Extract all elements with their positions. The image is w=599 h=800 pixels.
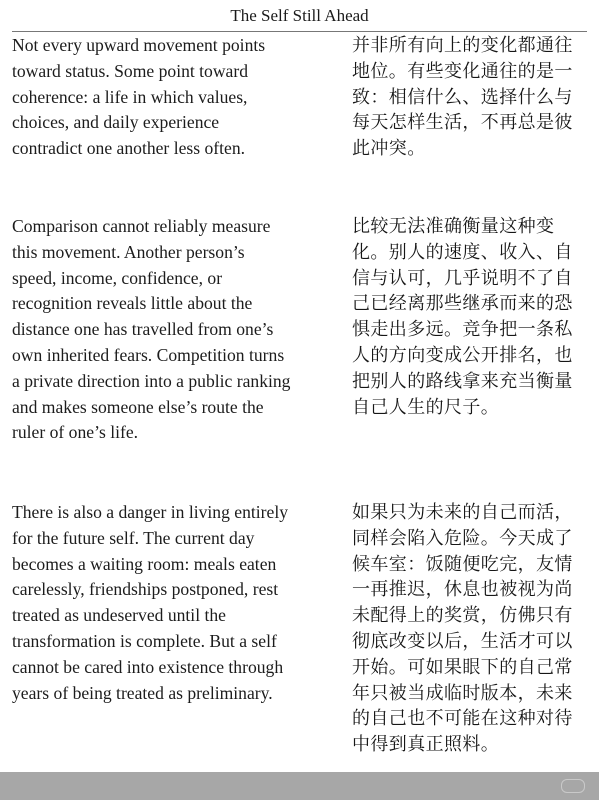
chinese-text bbox=[352, 500, 592, 758]
text-line: becomes a waiting room: meals eaten bbox=[12, 553, 277, 574]
text-line: recognition reveals little about the bbox=[12, 293, 253, 314]
text-line: speed, income, confidence, or bbox=[12, 267, 223, 288]
text-line: ruler of one’s life. bbox=[12, 422, 139, 443]
english-text bbox=[12, 500, 342, 706]
text-line: There is also a danger in living entirely bbox=[12, 502, 289, 522]
text-line: 彻底改变以后，生活才可以 bbox=[352, 630, 573, 652]
text-line: 开始。可如果眼下的自己常 bbox=[352, 656, 573, 678]
text-line: 同样会陷入危险。今天成了 bbox=[352, 527, 573, 549]
text-line: 未配得上的奖赏，仿佛只有 bbox=[352, 605, 573, 627]
text-line: toward status. Some point toward bbox=[12, 60, 249, 81]
text-line: years of being treated as preliminary. bbox=[12, 682, 273, 703]
text-line: 自己人生的尺子。 bbox=[352, 396, 500, 418]
text-line: Comparison cannot reliably measure bbox=[12, 216, 271, 236]
text-line: 一再推迟，休息也被视为尚 bbox=[352, 579, 573, 601]
text-line: 年只被当成临时版本，未来 bbox=[352, 682, 573, 704]
text-line: for the future self. The current day bbox=[12, 527, 255, 548]
text-line: 候车室：饭随便吃完，友情 bbox=[352, 553, 573, 575]
text-line: 并非所有向上的变化都通往 bbox=[352, 35, 573, 56]
bottom-bar bbox=[0, 772, 599, 800]
english-text bbox=[12, 33, 342, 162]
chinese-text bbox=[352, 33, 592, 162]
text-line: contradict one another less often. bbox=[12, 138, 246, 159]
text-line: this movement. Another person’s bbox=[12, 241, 245, 262]
text-line: Not every upward movement points bbox=[12, 35, 266, 55]
text-line: 惧走出多远。竞争把一条私 bbox=[352, 319, 573, 341]
text-line: 比较无法准确衡量这种变 bbox=[352, 216, 555, 237]
text-line: 信与认可，几乎说明不了自 bbox=[352, 267, 573, 289]
text-line: coherence: a life in which values, bbox=[12, 86, 248, 107]
text-line: 每天怎样生活，不再总是彼 bbox=[352, 112, 573, 134]
text-line: own inherited fears. Competition turns bbox=[12, 344, 285, 365]
text-line: 致：相信什么、选择什么与 bbox=[352, 86, 573, 108]
text-line: distance one has travelled from one’s bbox=[12, 319, 274, 340]
text-line: cannot be cared into existence through bbox=[12, 656, 284, 677]
text-line: 己已经离那些继承而来的恐 bbox=[352, 293, 573, 315]
text-line: choices, and daily experience bbox=[12, 112, 220, 133]
watermark-icon bbox=[561, 779, 585, 793]
text-line: 此冲突。 bbox=[352, 138, 426, 160]
text-line: 的自己也不可能在这种对待 bbox=[352, 708, 573, 730]
text-line: 人的方向变成公开排名，也 bbox=[352, 344, 573, 366]
text-line: and makes someone else’s route the bbox=[12, 396, 264, 417]
text-line: 化。别人的速度、收入、自 bbox=[352, 241, 573, 263]
english-text bbox=[12, 214, 342, 446]
text-line: carelessly, friendships postponed, rest bbox=[12, 579, 279, 600]
chinese-text bbox=[352, 214, 592, 420]
text-line: transformation is complete. But a self bbox=[12, 630, 277, 651]
text-line: treated as undeserved until the bbox=[12, 605, 226, 626]
text-line: 中得到真正照料。 bbox=[352, 734, 500, 756]
page-header bbox=[0, 0, 599, 32]
text-line: 如果只为未来的自己而活， bbox=[352, 502, 573, 523]
header-rule bbox=[12, 31, 587, 32]
text-line: 把别人的路线拿来充当衡量 bbox=[352, 370, 573, 392]
text-line: 地位。有些变化通往的是一 bbox=[352, 60, 573, 82]
text-line: a private direction into a public ranking bbox=[12, 370, 291, 391]
page-title: The Self Still Ahead bbox=[230, 6, 369, 25]
